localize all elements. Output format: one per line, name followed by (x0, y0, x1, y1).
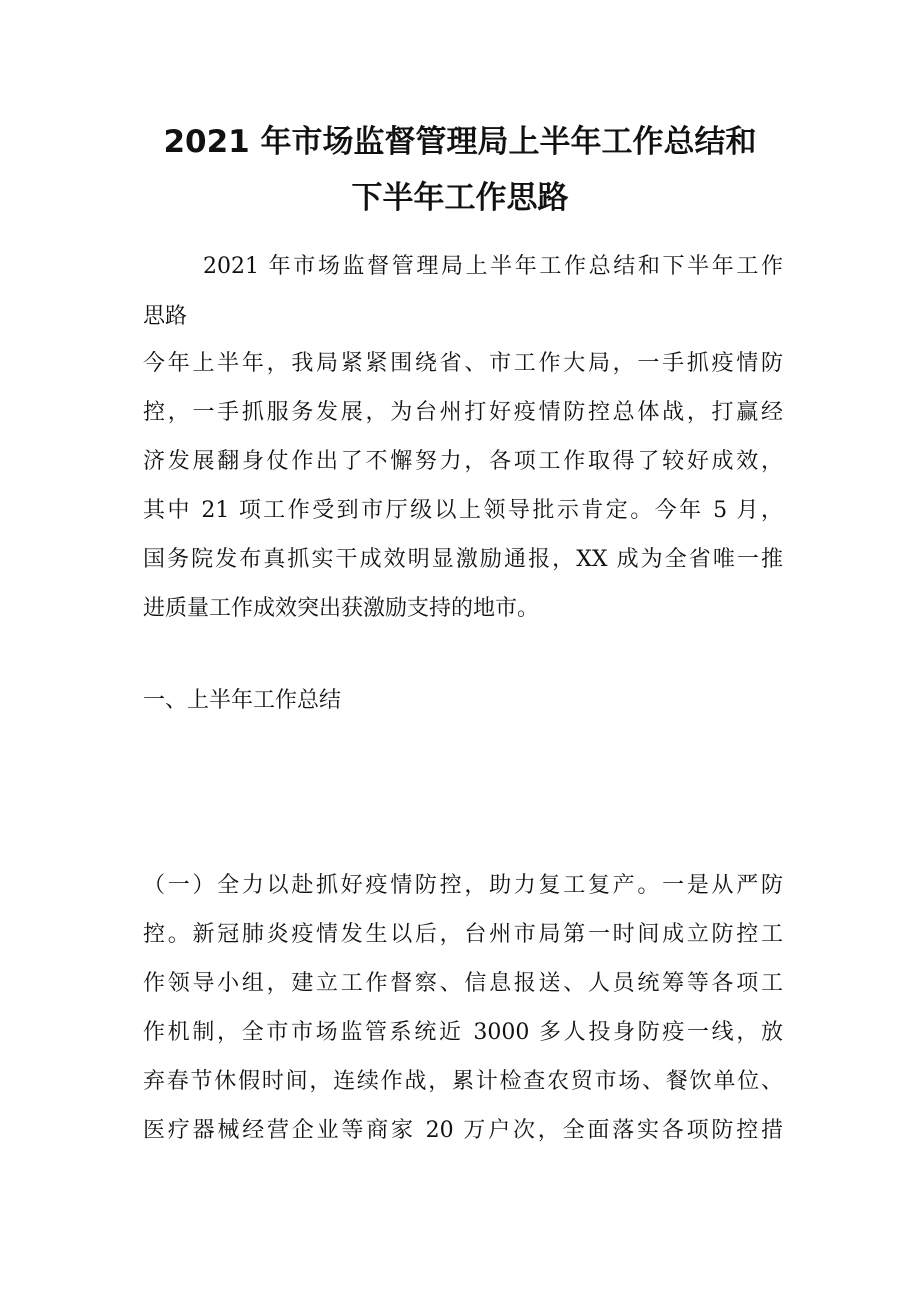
paragraph-1-line-1: 今年上半年，我局紧紧围绕省、市工作大局，一手抓疫情防 (143, 351, 783, 376)
paragraph-2-line-3: 作领导小组，建立工作督察、信息报送、人员统筹等各项工 (143, 971, 783, 996)
paragraph-1-line-4: 其中 21 项工作受到市厅级以上领导批示肯定。今年 5 月， (143, 498, 783, 523)
paragraph-2-line-4: 作机制，全市市场监管系统近 3000 多人投身防疫一线，放 (143, 1020, 783, 1045)
paragraph-1-line-6: 进质量工作成效突出获激励支持的地市。 (143, 596, 540, 621)
paragraph-1-line-5: 国务院发布真抓实干成效明显激励通报，XX 成为全省唯一推 (143, 547, 783, 572)
section-heading-text: 一、上半年工作总结 (143, 688, 342, 713)
paragraph-2 (143, 861, 783, 1155)
intro-paragraph (143, 242, 783, 342)
paragraph-2-line-2: 控。新冠肺炎疫情发生以后，台州市局第一时间成立防控工 (143, 922, 783, 947)
paragraph-2-line-6: 医疗器械经营企业等商家 20 万户次，全面落实各项防控措 (143, 1118, 783, 1143)
paragraph-1-line-2: 控，一手抓服务发展，为台州打好疫情防控总体战，打赢经 (143, 400, 783, 425)
section-heading (143, 676, 783, 725)
intro-line-2: 思路 (143, 304, 188, 329)
paragraph-2-line-5: 弃春节休假时间，连续作战，累计检查农贸市场、餐饮单位、 (143, 1069, 783, 1094)
intro-line-1: 2021 年市场监督管理局上半年工作总结和下半年工作 (203, 254, 783, 279)
paragraph-1-line-3: 济发展翻身仗作出了不懈努力，各项工作取得了较好成效， (143, 449, 783, 474)
document-title-line-1: 2021 年市场监督管理局上半年工作总结和 (163, 124, 757, 160)
paragraph-1 (143, 339, 783, 633)
paragraph-2-line-1: （一）全力以赴抓好疫情防控，助力复工复产。一是从严防 (143, 873, 783, 898)
document-title-line-2: 下半年工作思路 (351, 180, 569, 216)
